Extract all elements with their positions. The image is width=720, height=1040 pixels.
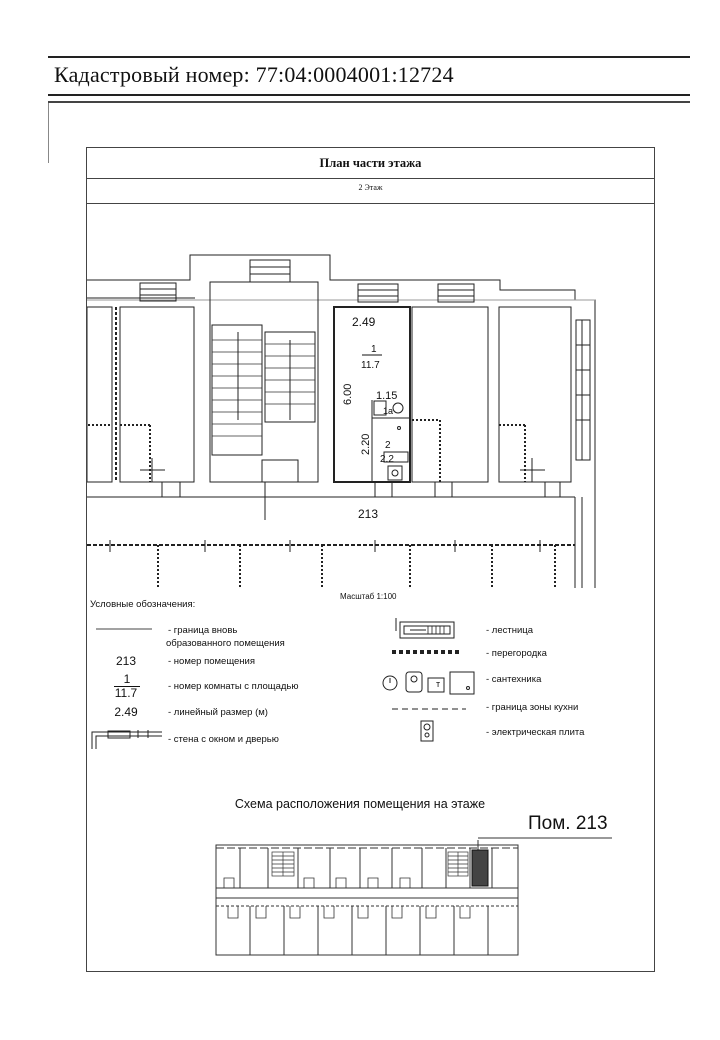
- legend-boundary-line2: образованного помещения: [166, 638, 285, 649]
- cadastral-header: [48, 56, 690, 96]
- floor-plan-drawing: [87, 203, 654, 588]
- legend-room-number-symbol: 1: [123, 672, 131, 686]
- cadastral-number: Кадастровый номер: 77:04:0004001:12724: [54, 62, 454, 87]
- legend-plumbing-symbols: [380, 670, 476, 696]
- legend-kitchen-text: - граница зоны кухни: [486, 702, 579, 713]
- header-rule: [48, 101, 690, 103]
- plan-title: План части этажа: [87, 148, 654, 179]
- room2-area-label: 2.2: [380, 454, 394, 465]
- legend-partition-text: - перегородка: [486, 648, 547, 659]
- floor-label: 2 Этаж: [87, 179, 654, 204]
- legend-boundary-symbol: [96, 627, 152, 631]
- margin-line: [48, 103, 49, 163]
- small-dim-label: 2.20: [360, 433, 372, 455]
- legend-title: Условные обозначения:: [90, 599, 196, 610]
- premise-callout-label: Пом. 213: [528, 813, 608, 834]
- room-length-label: 2.49: [352, 315, 376, 329]
- legend-stove-symbol: [420, 720, 434, 742]
- legend-premise-text: - номер помещения: [168, 656, 256, 667]
- legend-plumbing-t: т: [435, 679, 441, 689]
- legend-dim-text: - линейный размер (м): [168, 707, 268, 718]
- legend-stair-symbol: [394, 617, 458, 641]
- room-number-label: 1: [371, 344, 377, 355]
- legend-stove-text: - электрическая плита: [486, 727, 585, 738]
- bath-area-label: 1.15: [376, 390, 398, 402]
- legend-kitchen-symbol: [392, 707, 466, 711]
- legend-dim-symbol: 2.49: [114, 705, 138, 719]
- room-height-label: 6.00: [342, 383, 354, 405]
- legend-room-text: - номер комнаты с площадью: [168, 681, 299, 692]
- legend-wall-text: - стена с окном и дверью: [168, 734, 279, 745]
- legend-plumbing-text: - сантехника: [486, 674, 542, 685]
- scale-label: Масштаб 1:100: [340, 592, 397, 601]
- floor-scheme-drawing: [210, 830, 630, 960]
- legend-partition-symbol: [392, 648, 462, 656]
- bath-id-label: 1а: [383, 406, 394, 416]
- room2-number-label: 2: [385, 440, 391, 451]
- legend-room-area-symbol: 11.7: [114, 686, 138, 700]
- legend-premise-symbol: 213: [115, 654, 137, 668]
- legend-stair-text: - лестница: [486, 625, 534, 636]
- highlighted-premise: [472, 850, 488, 886]
- corridor-number-label: 213: [358, 507, 379, 521]
- room-area-label: 11.7: [361, 360, 380, 371]
- legend-wall-symbol: [90, 728, 164, 750]
- legend-boundary-line1: - граница вновь: [168, 625, 238, 636]
- scheme-title: Схема расположения помещения на этаже: [234, 797, 486, 811]
